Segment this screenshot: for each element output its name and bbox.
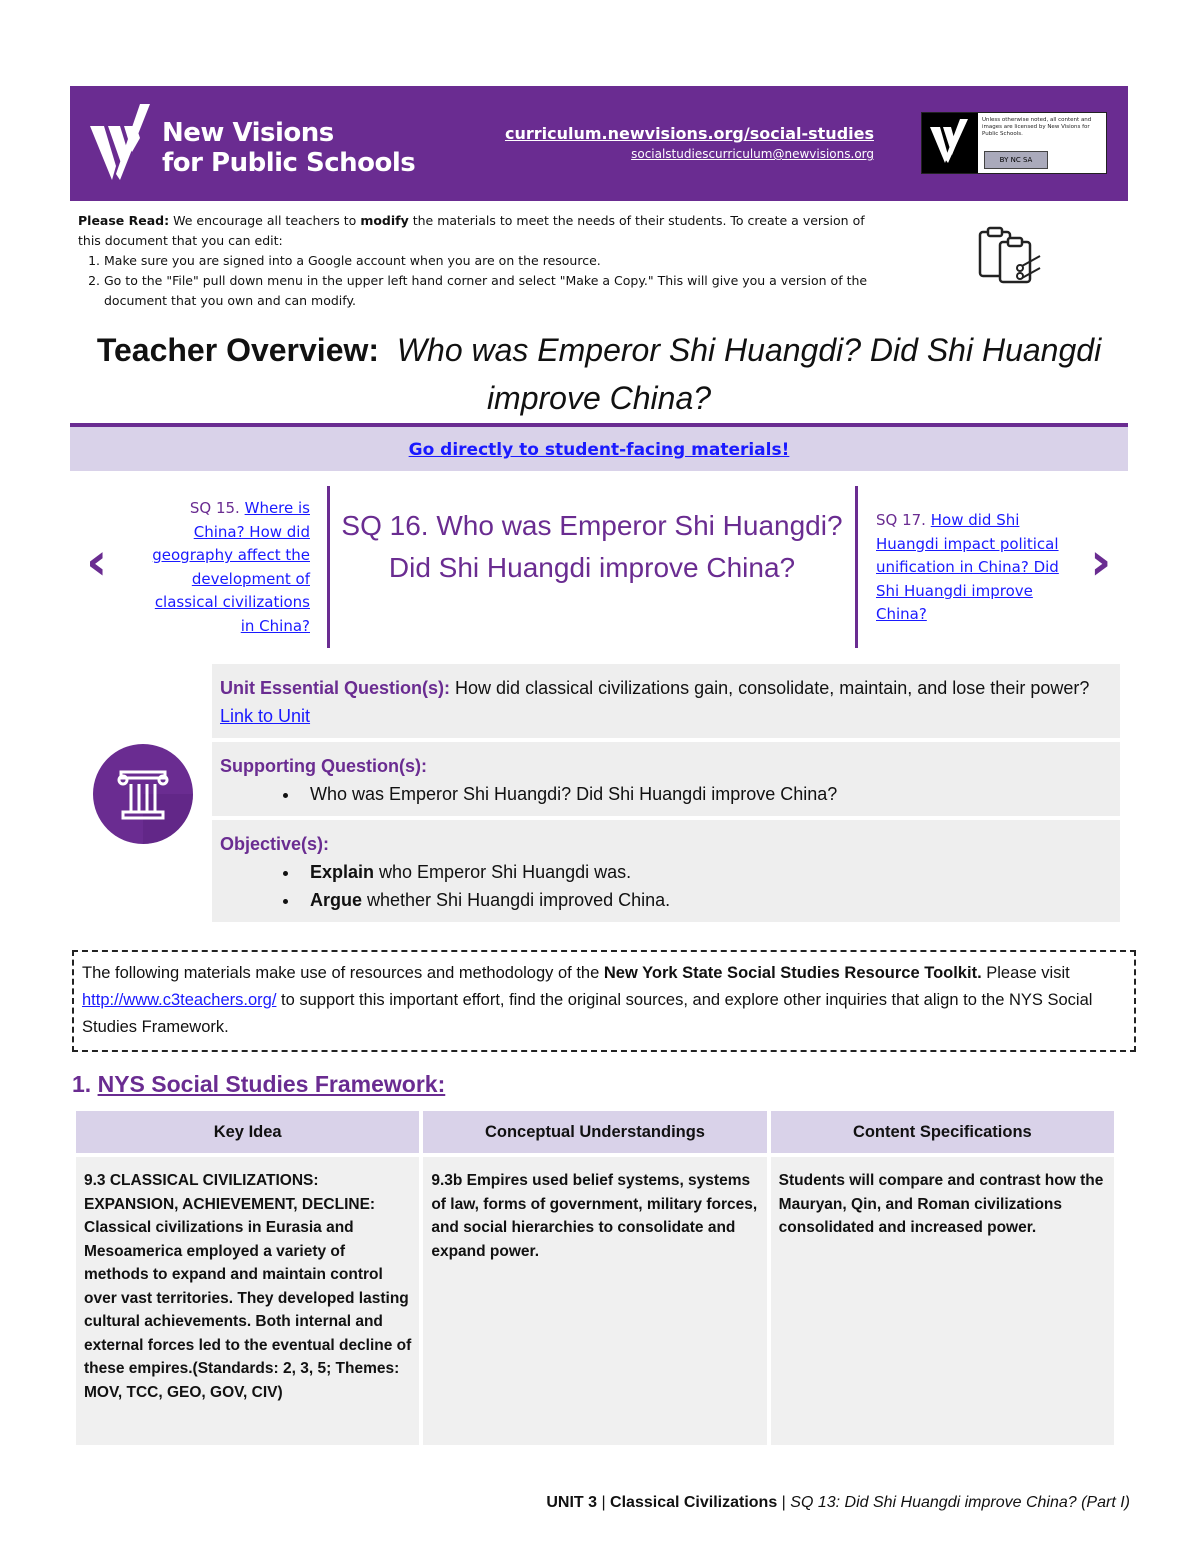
toolkit-text-post: to support this important effort, find the original sources, and explore other inquiries that align to the NYS Social Studies Framework. xyxy=(82,991,1093,1036)
objective-1-text: who Emperor Shi Huangdi was. xyxy=(374,862,632,882)
essential-question-panel xyxy=(212,664,1120,738)
nav-divider-left xyxy=(327,486,330,648)
please-read-notice xyxy=(78,211,888,311)
page-title-lead: Teacher Overview: xyxy=(96,332,380,368)
page-footer xyxy=(546,1494,1130,1512)
org-name-line1: New Visions xyxy=(162,118,334,148)
col-key-idea: Key Idea xyxy=(76,1111,419,1153)
current-sq-title: SQ 16. Who was Emperor Shi Huangdi? Did Shi Huangdi improve China? xyxy=(341,510,843,583)
student-materials-link[interactable]: Go directly to student-facing materials! xyxy=(408,440,790,460)
page-title-question: Who was Emperor Shi Huangdi? Did Shi Huangdi improve China? xyxy=(396,332,1102,416)
objective-1-verb: Explain xyxy=(310,862,375,882)
framework-number: 1. xyxy=(72,1071,98,1097)
objective-2-text: whether Shi Huangdi improved China. xyxy=(362,890,671,910)
new-visions-logo-icon xyxy=(90,104,150,184)
column-pillar-icon xyxy=(93,744,193,844)
supporting-question-panel xyxy=(212,742,1120,816)
toolkit-text-mid: Please visit xyxy=(981,964,1070,982)
org-name-line2: for Public Schools xyxy=(162,148,416,178)
supporting-question-heading: Supporting Question(s): xyxy=(220,756,427,776)
objectives-panel xyxy=(212,820,1120,922)
framework-heading xyxy=(72,1071,445,1098)
footer-unit: UNIT 3 xyxy=(546,1494,597,1511)
license-logo xyxy=(922,113,978,173)
license-text: Unless otherwise noted, all content and images are licensed by New Visions for Public Schools. xyxy=(982,117,1092,137)
clipboard-scissors-icon xyxy=(974,224,1044,284)
please-read-text-post: the materials to meet the needs of their students. To create a version of this document that you can edit: xyxy=(78,213,865,248)
next-sq xyxy=(876,509,1076,627)
col-content-specifications: Content Specifications xyxy=(771,1111,1114,1153)
student-materials-bar xyxy=(70,427,1128,471)
supporting-question-item: • Who was Emperor Shi Huangdi? Did Shi Huangdi improve China? xyxy=(300,780,1110,808)
toolkit-name: New York State Social Studies Resource Toolkit. xyxy=(603,964,982,982)
objective-item-2 xyxy=(300,886,1110,914)
objectives-heading: Objective(s): xyxy=(220,834,330,854)
please-read-label: Please Read: xyxy=(78,213,170,228)
curriculum-email-link[interactable]: socialstudiescurriculum@newvisions.org xyxy=(631,147,874,161)
next-sq-prefix: SQ 17. xyxy=(876,511,931,529)
header-banner xyxy=(70,86,1128,201)
cc-license-badge[interactable]: BY NC SA xyxy=(984,151,1048,169)
copy-step-1: 1. Make sure you are signed into a Google account when you are on the resource. xyxy=(104,251,888,271)
page-title xyxy=(70,326,1128,422)
banner-links xyxy=(505,124,874,161)
objective-item-1 xyxy=(300,858,1110,886)
footer-sep-1: | xyxy=(597,1494,611,1511)
please-read-text-bold: modify xyxy=(360,213,409,228)
prev-chevron-icon[interactable]: ‹ xyxy=(86,532,108,592)
essential-question-text: How did classical civilizations gain, consolidate, maintain, and lose their power? xyxy=(450,678,1090,698)
supporting-question-list xyxy=(220,780,1110,808)
toolkit-notice xyxy=(72,950,1136,1052)
framework-header-row xyxy=(76,1111,1114,1153)
conceptual-cell: 9.3b Empires used belief systems, systems of law, forms of government, military forces, and social hierarchies to consolidate and expand power. xyxy=(423,1157,766,1445)
please-read-text-pre: We encourage all teachers to xyxy=(169,213,361,228)
prev-sq-link[interactable]: Where is China? How did geography affect the development of classical civilizations in China? xyxy=(152,499,310,635)
curriculum-site-link[interactable]: curriculum.newvisions.org/social-studies xyxy=(504,124,874,143)
essential-question-heading: Unit Essential Question(s): xyxy=(220,678,451,698)
copy-steps-list xyxy=(78,251,888,311)
footer-sq: SQ 13: Did Shi Huangdi improve China? (Part I) xyxy=(790,1494,1130,1511)
objective-2-verb: Argue xyxy=(310,890,363,910)
footer-course: Classical Civilizations xyxy=(610,1494,778,1511)
prev-sq-prefix: SQ 15. xyxy=(189,499,245,517)
next-sq-link[interactable]: How did Shi Huangdi impact political unification in China? Did Shi Huangdi improve China? xyxy=(876,511,1059,623)
footer-sep-2: | xyxy=(777,1494,791,1511)
org-name xyxy=(162,118,415,178)
prev-sq xyxy=(140,497,310,638)
objectives-list xyxy=(220,858,1110,914)
content-cell: Students will compare and contrast how the Mauryan, Qin, and Roman civilizations consolidated and increased power. xyxy=(771,1157,1114,1445)
link-to-unit[interactable]: Link to Unit xyxy=(220,706,311,726)
nav-divider-right xyxy=(855,486,858,648)
framework-table xyxy=(72,1107,1118,1449)
next-chevron-icon[interactable]: › xyxy=(1090,532,1112,592)
c3teachers-link[interactable]: http://www.c3teachers.org/ xyxy=(82,991,277,1009)
license-box xyxy=(921,112,1107,174)
copy-step-2: 2. Go to the "File" pull down menu in the upper left hand corner and select "Make a Copy." This will give you a version of the document that you own and can modify. xyxy=(104,271,888,311)
license-logo-icon xyxy=(922,113,978,173)
table-row xyxy=(76,1157,1114,1445)
framework-heading-link[interactable]: NYS Social Studies Framework: xyxy=(97,1071,446,1097)
key-idea-cell: 9.3 CLASSICAL CIVILIZATIONS: EXPANSION, ACHIEVEMENT, DECLINE: Classical civilizations in Eurasia and Mesoamerica employed a variety of methods to expand and maintain control over vast territories. They developed lasting cultural achievements. Both internal and external forces led to the eventual decline of these empires.(Standards: 2, 3, 5; Themes: MOV, TCC, GEO, GOV, CIV) xyxy=(76,1157,419,1445)
col-conceptual-understandings: Conceptual Understandings xyxy=(423,1111,766,1153)
toolkit-text-pre: The following materials make use of resources and methodology of the xyxy=(82,964,604,982)
